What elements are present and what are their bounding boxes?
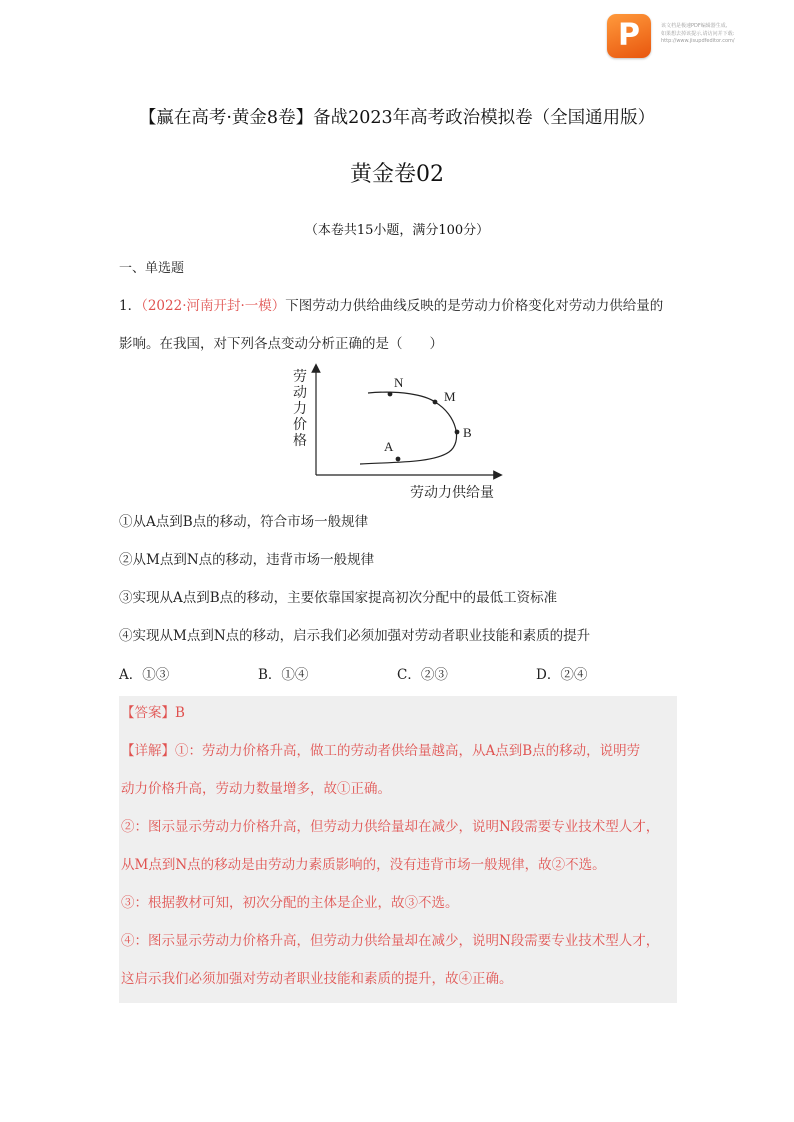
answer-detail-line: 【详解】①：劳动力价格升高，做工的劳动者供给量越高，从A点到B点的移动，说明劳 xyxy=(121,743,641,759)
option-c: C．②③ xyxy=(397,667,448,683)
point-b-dot xyxy=(455,430,460,435)
watermark-line: 如果想去掉该提示,请访问并下载: xyxy=(661,30,735,37)
answer-detail-line: ③：根据教材可知，初次分配的主体是企业，故③不选。 xyxy=(121,895,459,911)
y-axis-label: 劳动力价格 xyxy=(293,369,307,449)
watermark-line: 该文档是极速PDF编辑器生成, xyxy=(661,23,728,29)
point-n-label: N xyxy=(394,375,404,390)
point-a-dot xyxy=(396,457,401,462)
section-heading: 一、单选题 xyxy=(119,261,185,276)
answer-detail-line: 动力价格升高，劳动力数量增多，故①正确。 xyxy=(121,781,391,797)
watermark-line: http://www.jisupdfeditor.com/ xyxy=(661,38,735,44)
question-stem-line: 影响。在我国，对下列各点变动分析正确的是（ ） xyxy=(119,336,443,352)
answer-detail-line: ②：图示显示劳动力价格升高，但劳动力供给量却在减少，说明N段需要专业技术型人才， xyxy=(121,819,660,835)
watermark-notice xyxy=(661,23,791,46)
answer-detail-line: 从M点到N点的移动是由劳动力素质影响的，没有违背市场一般规律，故②不选。 xyxy=(121,857,606,873)
point-b-label: B xyxy=(463,425,472,440)
statement-item: ②从M点到N点的移动，违背市场一般规律 xyxy=(119,552,375,568)
answer-label: 【答案】B xyxy=(121,705,185,721)
supply-curve xyxy=(360,392,457,464)
logo-glyph: P xyxy=(618,17,640,53)
answer-detail-line: ④：图示显示劳动力价格升高，但劳动力供给量却在减少，说明N段需要专业技术型人才， xyxy=(121,933,660,949)
answer-detail-line: 这启示我们必须加强对劳动者职业技能和素质的提升，故④正确。 xyxy=(121,971,513,987)
statement-item: ①从A点到B点的移动，符合市场一般规律 xyxy=(119,514,369,530)
point-a-label: A xyxy=(384,439,394,454)
question-stem-text: 下图劳动力供给曲线反映的是劳动力价格变化对劳动力供给量的 xyxy=(285,298,664,314)
point-m-dot xyxy=(433,400,438,405)
exam-scope: （本卷共15小题，满分100分） xyxy=(304,223,490,238)
question-stem-line xyxy=(119,294,663,314)
option-d: D．②④ xyxy=(536,667,588,683)
pdf-editor-logo xyxy=(607,14,651,58)
statement-item: ④实现从M点到N点的移动，启示我们必须加强对劳动者职业技能和素质的提升 xyxy=(119,628,591,644)
question-source: （2022·河南开封·一模） xyxy=(141,298,286,314)
point-m-label: M xyxy=(444,389,456,404)
option-b: B．①④ xyxy=(258,667,309,683)
document-subtitle: 黄金卷02 xyxy=(350,162,444,187)
point-n-dot xyxy=(388,392,393,397)
document-title: 【赢在高考·黄金8卷】备战2023年高考政治模拟卷（全国通用版） xyxy=(138,108,656,128)
statement-item: ③实现从A点到B点的移动，主要依靠国家提高初次分配中的最低工资标准 xyxy=(119,590,558,606)
x-axis-label: 劳动力供给量 xyxy=(410,485,494,501)
option-a: A．①③ xyxy=(119,667,170,683)
question-number: 1． xyxy=(119,298,142,314)
